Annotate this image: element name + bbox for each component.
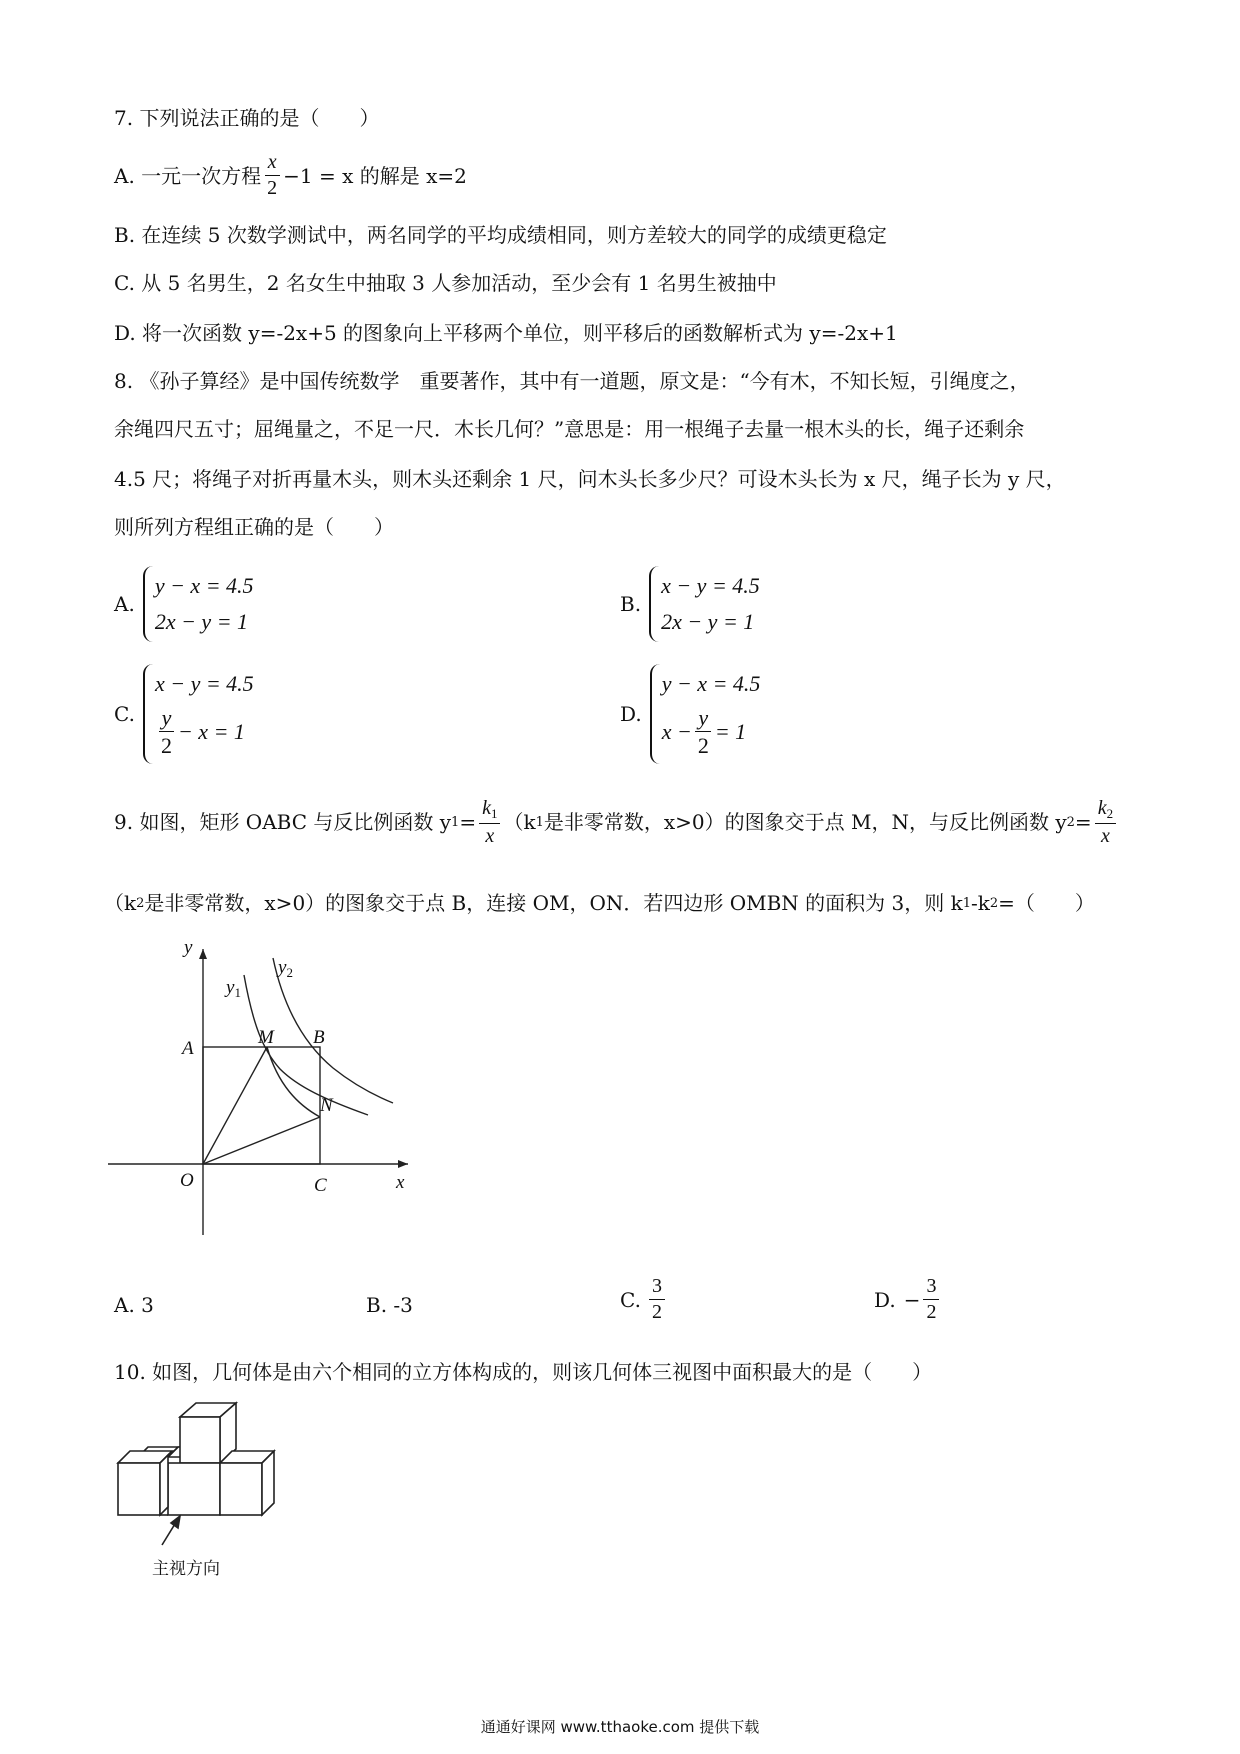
q9-option-c — [620, 1276, 668, 1323]
segment-om — [203, 1047, 267, 1164]
q8-option-c — [114, 664, 254, 764]
q8-b-brace — [649, 566, 760, 642]
q7-a-numerator: x — [265, 152, 280, 176]
label-y2: $y_2$ — [278, 957, 293, 980]
curve-mn — [267, 1047, 320, 1117]
label-m: M — [258, 1027, 274, 1048]
direction-arrow-head — [171, 1516, 180, 1528]
q9-c-denominator: 2 — [651, 1301, 662, 1323]
q9-option-b: B. -3 — [366, 1293, 413, 1317]
q9-option-d — [874, 1276, 942, 1323]
q9-figure — [108, 935, 428, 1240]
q8-c-denominator: 2 — [160, 733, 172, 759]
q8-c-label: C. — [114, 702, 135, 726]
q9-k2-fraction — [1095, 798, 1116, 847]
q8-d-eq2-rest: = 1 — [714, 718, 747, 744]
label-a: A — [182, 1038, 194, 1059]
q8-option-d — [620, 664, 760, 764]
cube-front-left — [118, 1463, 160, 1515]
q8-d-fraction — [695, 706, 712, 757]
q9-k1-fraction — [479, 798, 500, 847]
q8-a-eq1: y − x = 4.5 — [154, 573, 254, 598]
cube-front-right-side — [262, 1451, 274, 1515]
q8-d-eq1: y − x = 4.5 — [661, 670, 761, 696]
q9-c-numerator: 3 — [649, 1276, 665, 1300]
q8-b-label: B. — [620, 592, 642, 616]
q9-l1-prefix: 9. 如图，矩形 OABC 与反比例函数 y — [114, 810, 452, 835]
label-b: B — [313, 1027, 325, 1048]
q8-c-eq1: x − y = 4.5 — [154, 670, 254, 696]
q9-l1-sub: 1 — [451, 814, 460, 830]
cube-left-gap-side — [160, 1455, 168, 1515]
q9-l1-mid-sub: 1 — [535, 814, 544, 830]
q9-k1-sub: 1 — [490, 806, 498, 821]
q8-c-numerator: y — [159, 706, 175, 732]
q9-l2-sub1: 1 — [962, 895, 971, 911]
q8-d-label: D. — [620, 702, 642, 726]
q8-d-denominator: 2 — [697, 733, 709, 759]
q9-d-numerator: 3 — [923, 1276, 939, 1300]
q9-line-1 — [114, 798, 1119, 847]
q8-d-brace — [650, 664, 761, 764]
q8-c-fraction — [158, 706, 175, 757]
q8-c-eq2 — [155, 706, 254, 757]
q9-d-denominator: 2 — [926, 1301, 937, 1323]
q10-stem: 10. 如图，几何体是由六个相同的立方体构成的，则该几何体三视图中面积最大的是（ ） — [114, 1360, 933, 1384]
label-y1: $y_1$ — [226, 977, 241, 1000]
cube-front-middle — [168, 1463, 220, 1515]
q8-line-1: 8. 《孙子算经》是中国传统数学 重要著作，其中有一道题，原文是：“今有木，不知长短，引绳度之， — [114, 369, 1030, 393]
q10-caption: 主视方向 — [152, 1559, 220, 1579]
q8-d-numerator: y — [695, 706, 711, 732]
cube-top-front — [180, 1417, 220, 1463]
y-axis-arrow — [199, 949, 207, 959]
q9-c-fraction — [649, 1276, 665, 1323]
label-n: N — [320, 1095, 333, 1116]
q9-d-sign: − — [903, 1287, 921, 1312]
q9-l1-sub2: 2 — [1066, 814, 1075, 830]
q8-option-b — [620, 566, 760, 642]
q9-l1-eq2: = — [1074, 810, 1092, 835]
q9-l1-mid: （k — [503, 810, 536, 835]
q8-a-brace — [143, 566, 254, 642]
q9-k1-num: k — [482, 797, 491, 819]
q9-l2-prefix: （k — [104, 891, 137, 915]
q9-l2-mid: 是非零常数，x>0）的图象交于点 B，连接 OM，ON．若四边形 OMBN 的面积为 3，则 k — [144, 891, 963, 915]
q9-k2-sub: 2 — [1106, 806, 1114, 821]
q8-b-eq2: 2x − y = 1 — [661, 609, 755, 634]
q10-figure — [108, 1395, 308, 1595]
q9-k1-den: x — [485, 824, 495, 847]
q9-l2-sub2: 2 — [989, 895, 999, 911]
q9-d-fraction — [923, 1276, 939, 1323]
q9-d-label: D. — [874, 1287, 896, 1312]
q7-option-b: B. 在连续 5 次数学测试中，两名同学的平均成绩相同，则方差较大的同学的成绩更稳定 — [114, 223, 887, 247]
q8-d-eq2 — [662, 706, 761, 757]
q9-option-a: A. 3 — [114, 1293, 154, 1317]
q7-a-prefix: A. 一元一次方程 — [114, 163, 262, 188]
segment-on — [203, 1117, 320, 1164]
q8-option-a — [114, 566, 254, 642]
cube-front-right — [220, 1463, 262, 1515]
q8-a-label: A. — [114, 592, 135, 616]
x-axis-arrow — [398, 1160, 408, 1168]
q9-line-2 — [104, 893, 1095, 913]
q9-l2-end: =（ ） — [998, 891, 1095, 915]
q8-d-eq2-prefix: x − — [661, 718, 692, 744]
q8-a-eq2: 2x − y = 1 — [154, 609, 249, 634]
q8-line-3: 4.5 尺；将绳子对折再量木头，则木头还剩余 1 尺，问木头长多少尺？可设木头长为 x 尺，绳子长为 y 尺， — [114, 467, 1066, 491]
q8-line-2: 余绳四尺五寸；屈绳量之，不足一尺．木长几何？”意思是：用一根绳子去量一根木头的长，绳子还剩余 — [114, 417, 1025, 441]
q8-c-eq2-rest: − x = 1 — [177, 718, 245, 744]
q8-b-eq1: x − y = 4.5 — [661, 573, 760, 598]
q7-stem: 7. 下列说法正确的是（ ） — [114, 106, 380, 130]
q9-l2-sub: 2 — [136, 895, 145, 911]
label-x: x — [396, 1172, 405, 1193]
q8-c-brace — [143, 664, 254, 764]
q9-c-label: C. — [620, 1287, 641, 1312]
q7-option-c: C. 从 5 名男生，2 名女生中抽取 3 人参加活动，至少会有 1 名男生被抽中 — [114, 271, 777, 295]
label-c: C — [314, 1175, 327, 1196]
q9-k2-num: k — [1097, 797, 1107, 819]
q7-option-a — [114, 152, 467, 199]
label-y: y — [184, 937, 193, 958]
q9-k2-den: x — [1100, 824, 1110, 847]
page-footer: 通通好课网 www.tthaoke.com 提供下载 — [480, 1718, 760, 1736]
q8-line-4: 则所列方程组正确的是（ ） — [114, 515, 394, 539]
q7-a-denominator: 2 — [267, 177, 278, 199]
q9-l1-mid2: 是非零常数，x>0）的图象交于点 M，N，与反比例函数 y — [543, 810, 1067, 835]
label-o: O — [180, 1170, 194, 1191]
q9-l2-minus: -k — [970, 891, 990, 915]
q7-a-fraction — [264, 152, 280, 199]
q7-option-d: D. 将一次函数 y=-2x+5 的图象向上平移两个单位，则平移后的函数解析式为 y=-2x+1 — [114, 321, 898, 345]
q9-l1-eq: = — [459, 810, 477, 835]
q7-a-rest: −1 = x 的解是 x=2 — [283, 163, 467, 188]
